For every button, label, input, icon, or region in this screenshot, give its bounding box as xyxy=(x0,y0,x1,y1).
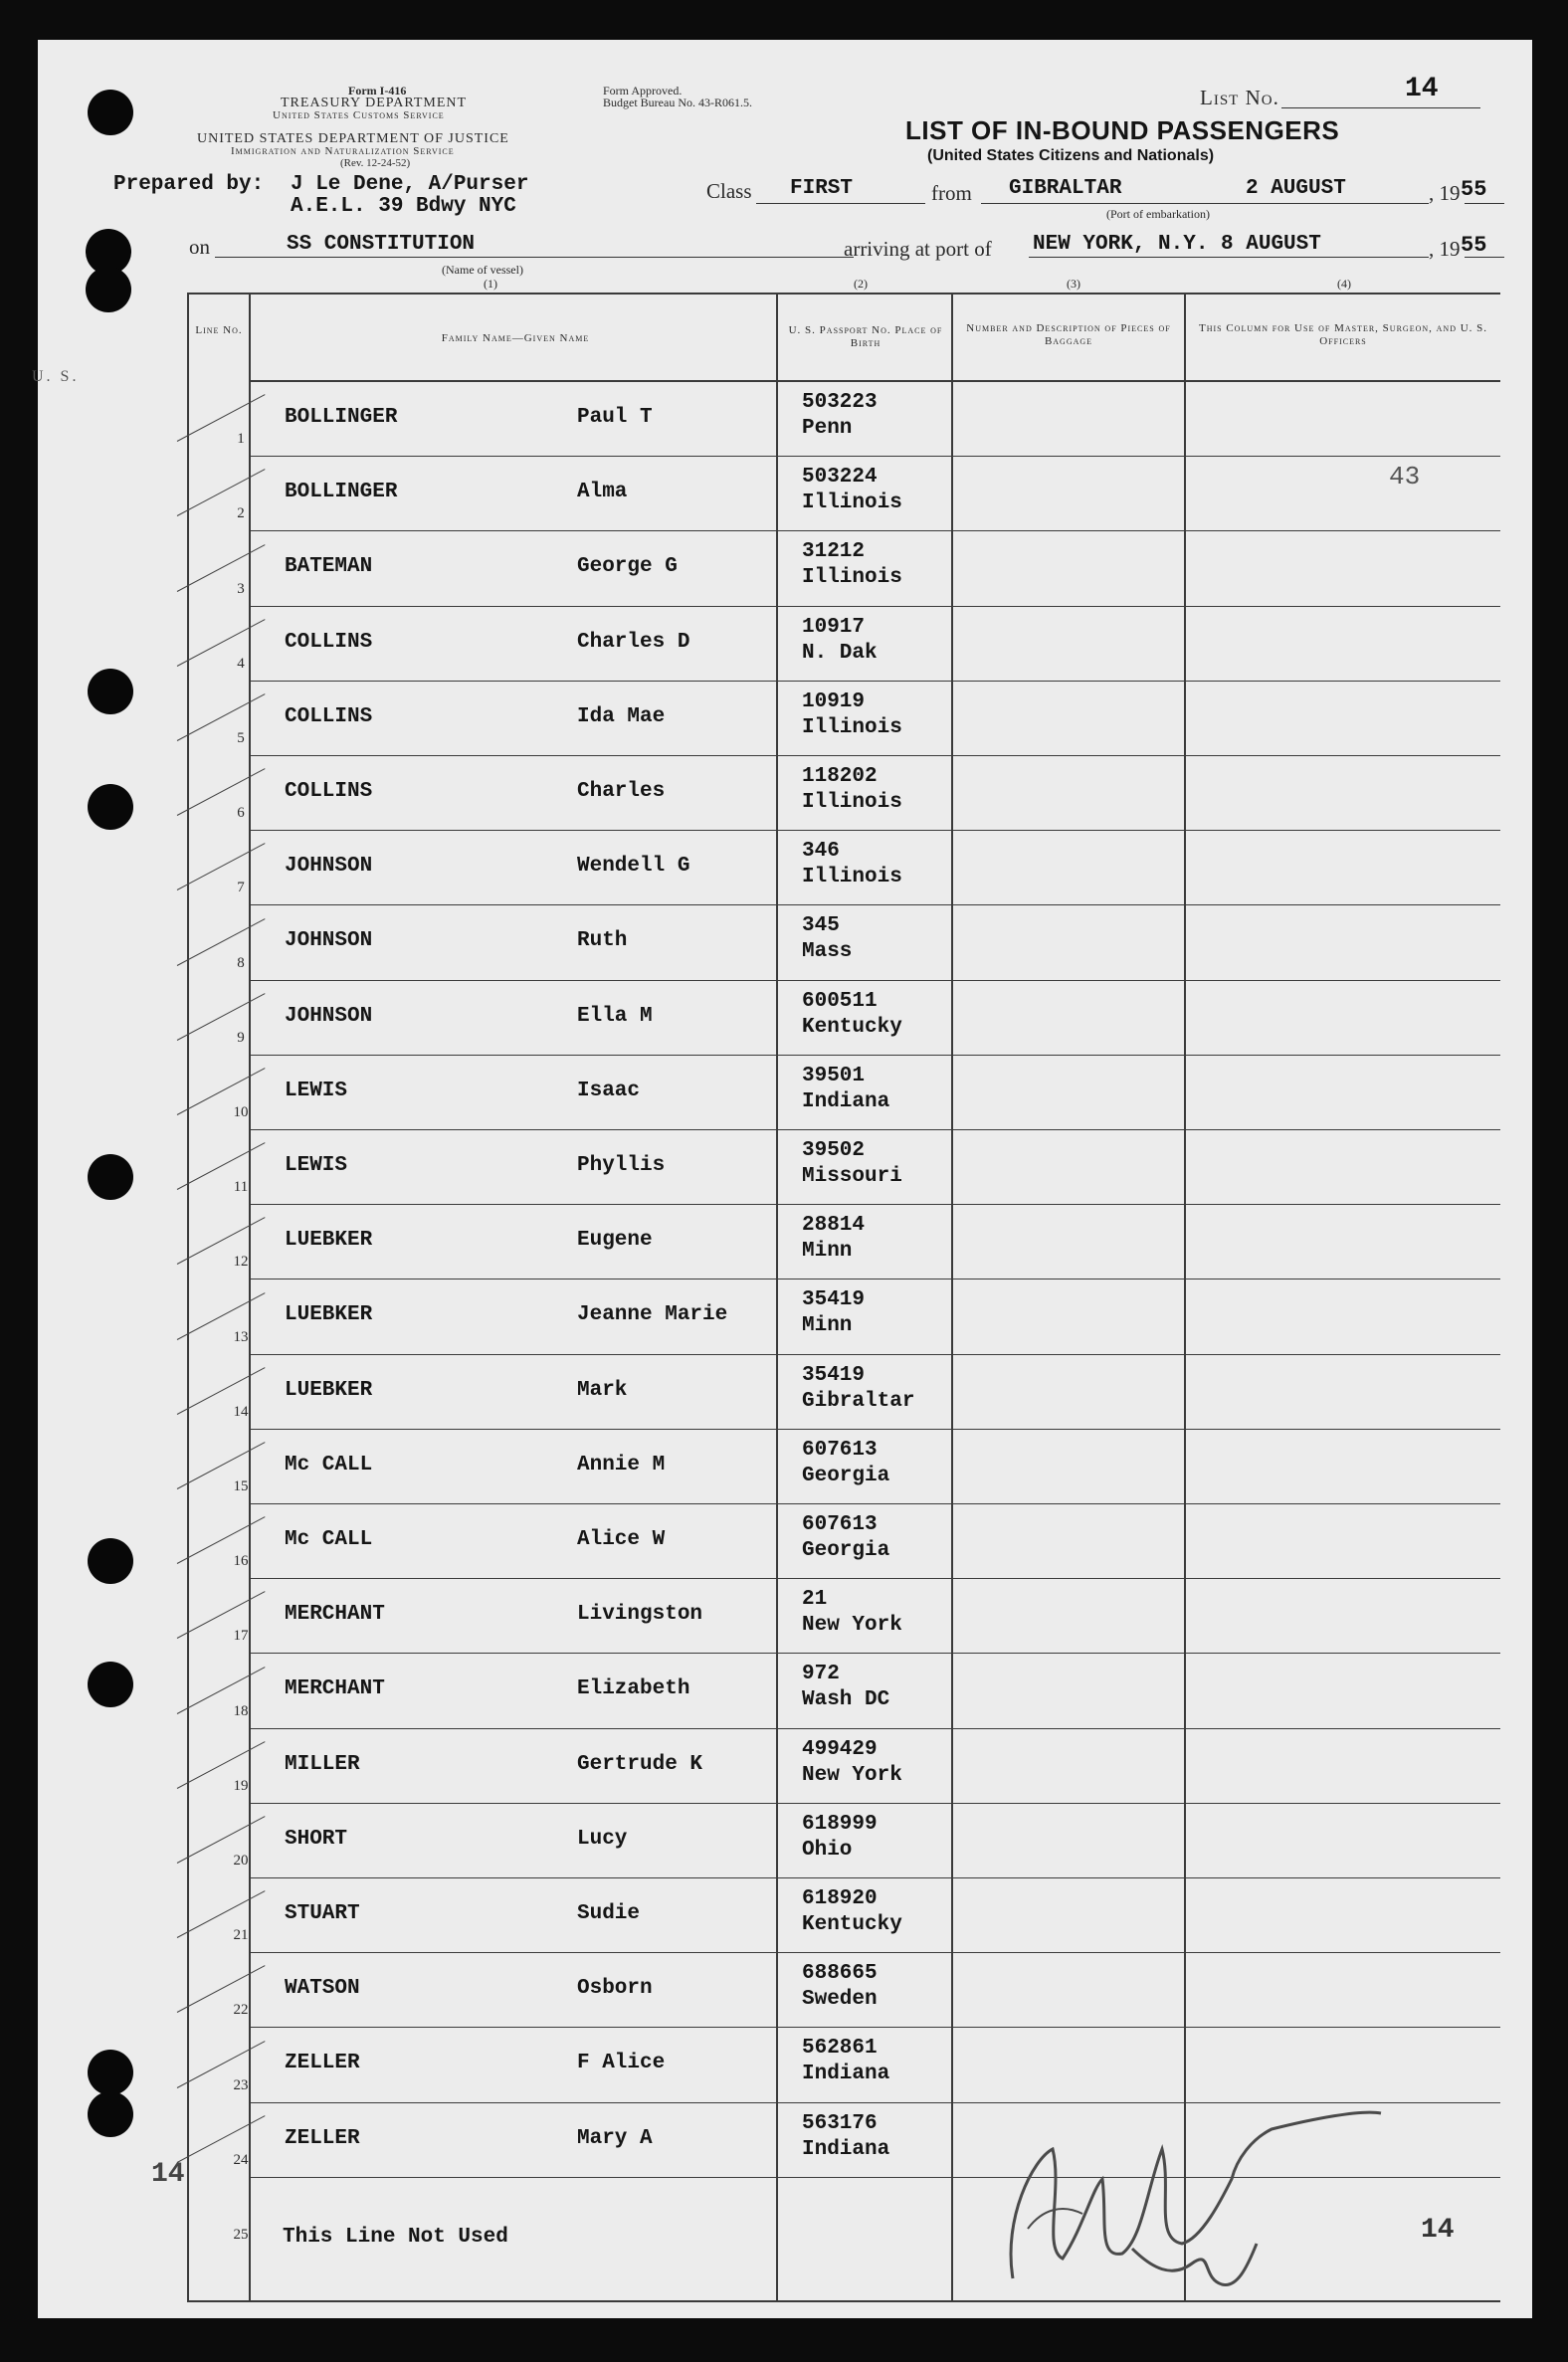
given-name: Charles xyxy=(577,780,666,803)
place-of-birth: Kentucky xyxy=(802,1913,902,1936)
col-header-baggage: Number and Description of Pieces of Baggage xyxy=(966,322,1171,347)
passport-number: 35419 xyxy=(802,1363,866,1387)
family-name: SHORT xyxy=(285,1827,348,1851)
us-stamp: U. S. xyxy=(32,368,80,385)
table-row xyxy=(38,1130,1532,1205)
family-name: BOLLINGER xyxy=(285,406,398,429)
family-name: BOLLINGER xyxy=(285,481,398,504)
place-of-birth: Illinois xyxy=(802,866,902,889)
line-number: 25 xyxy=(233,2226,249,2243)
passport-number: 21 xyxy=(802,1588,828,1612)
table-row xyxy=(38,1205,1532,1279)
family-name: STUART xyxy=(285,1902,360,1925)
arriving-underline xyxy=(1029,257,1429,258)
dept-justice-sub: Immigration and Naturalization Service xyxy=(231,145,455,157)
passport-number: 618920 xyxy=(802,1887,878,1910)
place-of-birth: Illinois xyxy=(802,715,902,739)
line-number: 7 xyxy=(237,880,245,896)
margin-list-number: 14 xyxy=(151,2159,185,2190)
family-name: COLLINS xyxy=(285,704,373,728)
given-name: Osborn xyxy=(577,1977,653,2001)
arriving-port-date: NEW YORK, N.Y. 8 AUGUST xyxy=(1033,233,1321,256)
year-value-2: 55 xyxy=(1461,233,1487,258)
table-row xyxy=(38,756,1532,831)
list-no-value: 14 xyxy=(1405,74,1439,104)
column-number-2: (2) xyxy=(854,277,868,291)
col-header-name: Family Name—Given Name xyxy=(441,332,590,344)
signature-mark xyxy=(893,2040,1411,2298)
family-name: LUEBKER xyxy=(285,1378,373,1402)
list-no-label: List No. xyxy=(1200,86,1279,109)
passport-number: 35419 xyxy=(802,1288,866,1312)
col-header-passport: U. S. Passport No. Place of Birth xyxy=(788,324,943,349)
passport-number: 503224 xyxy=(802,466,878,490)
table-row xyxy=(38,1804,1532,1878)
class-underline xyxy=(756,203,925,204)
passport-number: 499429 xyxy=(802,1737,878,1761)
line-number: 11 xyxy=(233,1179,249,1196)
line-number: 20 xyxy=(233,1852,249,1869)
column-number-4: (4) xyxy=(1337,277,1351,291)
table-row xyxy=(38,1355,1532,1430)
passport-number: 31212 xyxy=(802,540,866,564)
line-number: 22 xyxy=(233,2002,249,2019)
column-number-3: (3) xyxy=(1067,277,1080,291)
table-row xyxy=(38,1430,1532,1504)
col-header-line-no: Line No. xyxy=(195,324,243,336)
given-name: Ruth xyxy=(577,929,628,953)
line-number: 16 xyxy=(233,1553,249,1570)
prepared-by-line2: A.E.L. 39 Bdwy NYC xyxy=(291,195,516,218)
officer-note: 43 xyxy=(1389,462,1421,492)
year-underline-1 xyxy=(1465,203,1504,204)
place-of-birth: Georgia xyxy=(802,1464,890,1487)
given-name: Charles D xyxy=(577,630,690,654)
line-number: 18 xyxy=(233,1702,249,1719)
family-name: Mc CALL xyxy=(285,1528,373,1551)
table-row xyxy=(38,1279,1532,1354)
table-row xyxy=(38,607,1532,682)
year-value-1: 55 xyxy=(1461,177,1487,202)
from-port: GIBRALTAR xyxy=(1009,177,1122,200)
table-row xyxy=(38,1878,1532,1953)
dept-treasury: TREASURY DEPARTMENT xyxy=(281,96,468,110)
family-name: ZELLER xyxy=(285,2126,360,2150)
line-number: 13 xyxy=(233,1328,249,1345)
given-name: Paul T xyxy=(577,406,653,429)
place-of-birth: New York xyxy=(802,1763,902,1787)
passport-number: 28814 xyxy=(802,1214,866,1238)
table-bottom-border xyxy=(187,2300,1500,2302)
corner-list-number: 14 xyxy=(1421,2215,1455,2246)
page-subtitle: (United States Citizens and Nationals) xyxy=(927,147,1215,164)
punch-hole xyxy=(88,90,133,135)
given-name: Mary A xyxy=(577,2126,653,2150)
passport-number: 972 xyxy=(802,1663,840,1686)
family-name: COLLINS xyxy=(285,780,373,803)
line-number: 10 xyxy=(233,1103,249,1120)
family-name: BATEMAN xyxy=(285,555,373,579)
given-name: Phyllis xyxy=(577,1154,666,1177)
given-name: Sudie xyxy=(577,1902,641,1925)
table-row xyxy=(38,1504,1532,1579)
passport-number: 503223 xyxy=(802,391,878,414)
given-name: Livingston xyxy=(577,1603,703,1627)
place-of-birth: Missouri xyxy=(802,1165,902,1188)
table-row xyxy=(38,1953,1532,2028)
place-of-birth: N. Dak xyxy=(802,641,878,665)
manifest-sheet xyxy=(32,40,1532,2318)
line-number: 15 xyxy=(233,1477,249,1494)
budget-bureau-no: Budget Bureau No. 43-R061.5. xyxy=(603,96,752,109)
line-number: 14 xyxy=(233,1403,249,1420)
given-name: Alma xyxy=(577,481,628,504)
table-row xyxy=(38,1056,1532,1130)
place-of-birth: Mass xyxy=(802,940,853,964)
table-row xyxy=(38,831,1532,905)
given-name: Wendell G xyxy=(577,855,690,879)
family-name: COLLINS xyxy=(285,630,373,654)
from-date: 2 AUGUST xyxy=(1246,177,1346,200)
place-of-birth: Indiana xyxy=(802,2063,890,2086)
family-name: Mc CALL xyxy=(285,1453,373,1476)
port-caption: (Port of embarkation) xyxy=(1106,207,1210,221)
place-of-birth: Illinois xyxy=(802,492,902,515)
given-name: Annie M xyxy=(577,1453,666,1476)
given-name: Gertrude K xyxy=(577,1752,703,1776)
class-value: FIRST xyxy=(790,177,854,200)
place-of-birth: Kentucky xyxy=(802,1015,902,1039)
line-number: 4 xyxy=(237,655,245,672)
table-row xyxy=(38,1729,1532,1804)
table-row xyxy=(38,1654,1532,1728)
place-of-birth: Penn xyxy=(802,417,853,440)
year-prefix-1: , 19 xyxy=(1429,181,1461,205)
line-number: 3 xyxy=(237,580,245,597)
passport-number: 562861 xyxy=(802,2037,878,2061)
given-name: Lucy xyxy=(577,1827,628,1851)
passport-number: 563176 xyxy=(802,2111,878,2135)
place-of-birth: Georgia xyxy=(802,1539,890,1562)
table-row xyxy=(38,1579,1532,1654)
arriving-label: arriving at port of xyxy=(844,237,992,261)
on-label: on xyxy=(189,235,210,259)
vessel-caption: (Name of vessel) xyxy=(442,263,523,277)
table-row xyxy=(38,531,1532,606)
passport-number: 607613 xyxy=(802,1438,878,1462)
given-name: Jeanne Marie xyxy=(577,1303,728,1327)
passport-number: 118202 xyxy=(802,765,878,788)
family-name: MILLER xyxy=(285,1752,360,1776)
table-row xyxy=(38,682,1532,756)
prepared-by-line1: J Le Dene, A/Purser xyxy=(291,173,529,196)
passport-number: 346 xyxy=(802,840,840,864)
family-name: JOHNSON xyxy=(285,1004,373,1028)
form-number: Form I-416 xyxy=(348,84,407,98)
line-number: 17 xyxy=(233,1628,249,1645)
prepared-by-label: Prepared by: xyxy=(113,173,265,196)
table-row xyxy=(38,981,1532,1056)
family-name: JOHNSON xyxy=(285,855,373,879)
given-name: Ida Mae xyxy=(577,704,666,728)
passport-number: 39502 xyxy=(802,1139,866,1162)
table-row xyxy=(38,905,1532,980)
passport-number: 10919 xyxy=(802,689,866,713)
family-name: LUEBKER xyxy=(285,1303,373,1327)
from-underline xyxy=(981,203,1429,204)
column-number-1: (1) xyxy=(484,277,497,291)
given-name: F Alice xyxy=(577,2052,666,2075)
line-number: 12 xyxy=(233,1254,249,1271)
line-number: 19 xyxy=(233,1777,249,1794)
line-number: 5 xyxy=(237,729,245,746)
family-name: LUEBKER xyxy=(285,1229,373,1253)
dept-justice: UNITED STATES DEPARTMENT OF JUSTICE xyxy=(197,131,509,146)
form-approved: Form Approved. xyxy=(603,84,683,98)
family-name: JOHNSON xyxy=(285,929,373,953)
line-number: 6 xyxy=(237,805,245,822)
family-name: MERCHANT xyxy=(285,1603,385,1627)
given-name: Ella M xyxy=(577,1004,653,1028)
class-label: Class xyxy=(706,179,752,203)
family-name: ZELLER xyxy=(285,2052,360,2075)
passport-number: 607613 xyxy=(802,1513,878,1536)
year-prefix-2: , 19 xyxy=(1429,237,1461,261)
passport-number: 39501 xyxy=(802,1064,866,1087)
family-name: WATSON xyxy=(285,1977,360,2001)
passport-number: 600511 xyxy=(802,989,878,1013)
given-name: Isaac xyxy=(577,1079,641,1102)
place-of-birth: New York xyxy=(802,1614,902,1638)
given-name: Alice W xyxy=(577,1528,666,1551)
passport-number: 10917 xyxy=(802,615,866,639)
passport-number: 345 xyxy=(802,914,840,938)
given-name: Elizabeth xyxy=(577,1677,690,1701)
family-name: LEWIS xyxy=(285,1154,348,1177)
table-top-border xyxy=(187,293,1500,295)
col-header-officers: This Column for Use of Master, Surgeon, and U. S. Officers xyxy=(1198,322,1488,347)
place-of-birth: Indiana xyxy=(802,1089,890,1113)
place-of-birth: Minn xyxy=(802,1314,853,1338)
passport-number: 688665 xyxy=(802,1962,878,1986)
given-name: Mark xyxy=(577,1378,628,1402)
place-of-birth: Minn xyxy=(802,1240,853,1264)
vessel-name: SS CONSTITUTION xyxy=(287,233,476,256)
page-title: LIST OF IN-BOUND PASSENGERS xyxy=(905,115,1340,145)
place-of-birth: Illinois xyxy=(802,566,902,590)
form-revision: (Rev. 12-24-52) xyxy=(340,157,411,169)
place-of-birth: Gibraltar xyxy=(802,1389,915,1413)
family-name: LEWIS xyxy=(285,1079,348,1102)
family-name: MERCHANT xyxy=(285,1677,385,1701)
table-row xyxy=(38,382,1532,457)
line-number: 2 xyxy=(237,505,245,522)
place-of-birth: Indiana xyxy=(802,2137,890,2161)
given-name: George G xyxy=(577,555,678,579)
line-number: 1 xyxy=(237,431,245,448)
table-row xyxy=(38,457,1532,531)
place-of-birth: Sweden xyxy=(802,1988,878,2012)
line-number: 23 xyxy=(233,2076,249,2093)
from-label: from xyxy=(931,181,972,205)
line-number: 21 xyxy=(233,1927,249,1944)
dept-treasury-sub: United States Customs Service xyxy=(273,109,445,121)
line-number: 8 xyxy=(237,954,245,971)
passport-number: 618999 xyxy=(802,1812,878,1836)
place-of-birth: Ohio xyxy=(802,1838,853,1862)
place-of-birth: Wash DC xyxy=(802,1688,890,1712)
line-number: 24 xyxy=(233,2151,249,2168)
place-of-birth: Illinois xyxy=(802,791,902,814)
list-no-underline xyxy=(1281,107,1480,108)
vessel-underline xyxy=(215,257,854,258)
line-number: 9 xyxy=(237,1029,245,1046)
family-name: This Line Not Used xyxy=(283,2225,508,2249)
given-name: Eugene xyxy=(577,1229,653,1253)
punch-hole xyxy=(86,267,131,312)
